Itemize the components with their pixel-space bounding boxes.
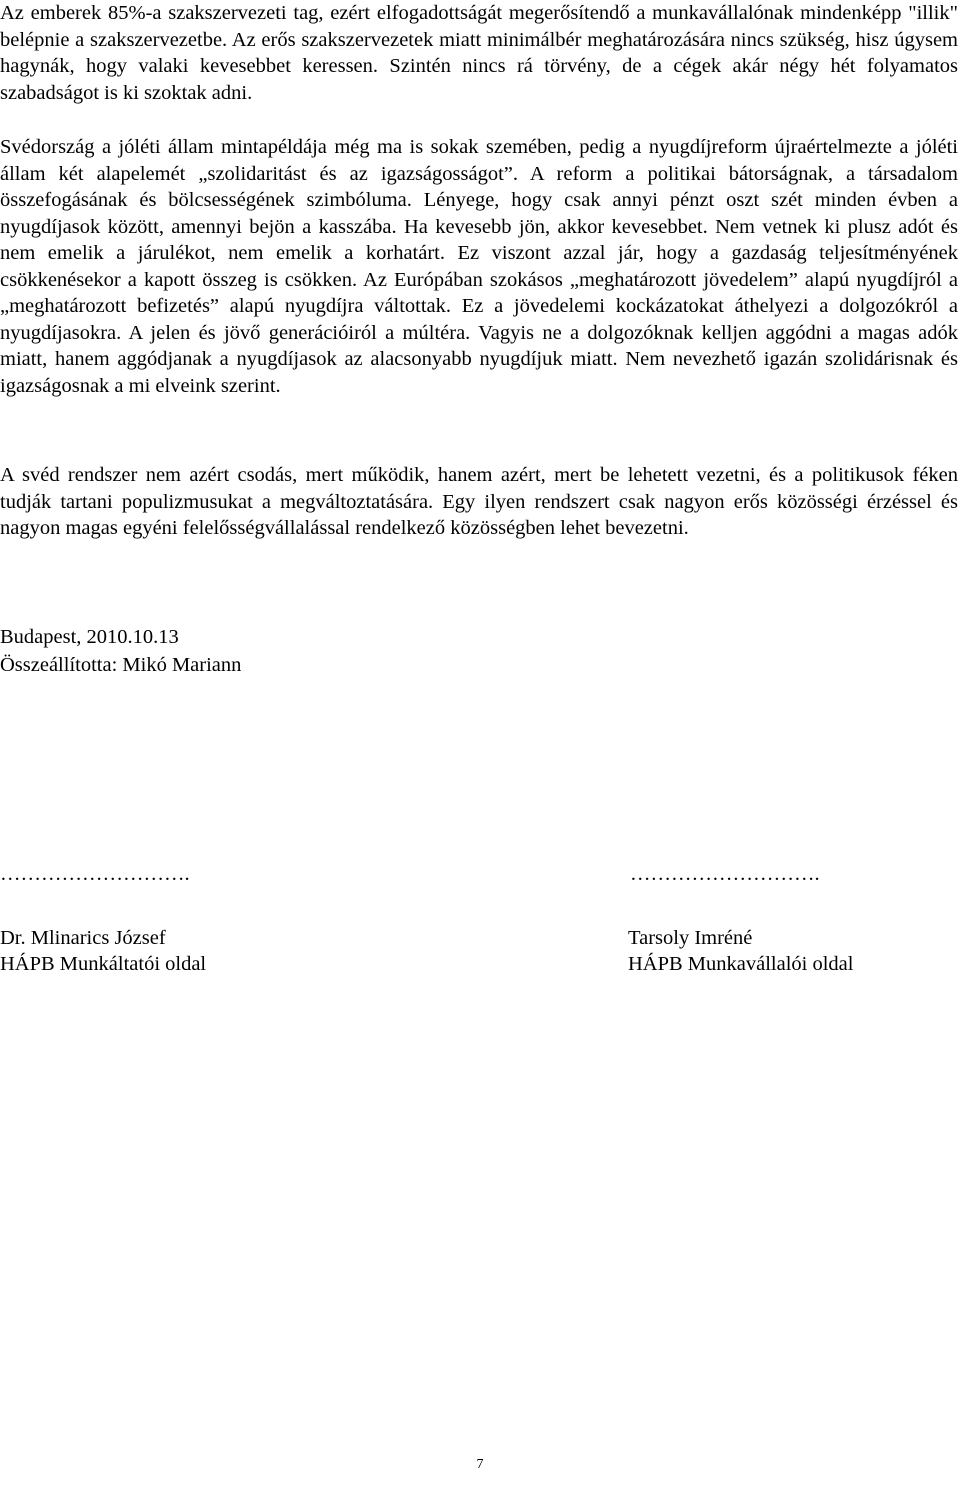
signatory-name-right: Tarsoly Imréné [628,927,753,949]
signatory-role-left: HÁPB Munkáltatói oldal [0,953,207,975]
paragraph-union-membership: Az emberek 85%-a szakszervezeti tag, ezért elfogadottságát megerősítendő a munkavállalónak mindenképp "illik" belépnie a szakszervezetbe. Az erős szakszervezetek miatt minimálbér meghatározására nincs szükség, hisz úgysem hagynák, hogy valaki kevesebbet keressen. Szintén nincs rá törvény, de a cégek akár négy hét folyamatos szabadságot is ki szoktak adni. [0,2,958,104]
paragraph-swedish-system: A svéd rendszer nem azért csodás, mert működik, hanem azért, mert be lehetett vezetni, és a politikusok féken tudják tartani populizmusukat a megváltoztatására. Egy ilyen rendszert csak nagyon erős közösségi érzéssel és nagyon magas egyéni felelősségvállalással rendelkező közösségben lehet bevezetni. [0,464,958,539]
paragraph-pension-reform: Svédország a jóléti állam mintapéldája még ma is sokak szemében, pedig a nyugdíjreform újraértelmezte a jóléti állam két alapelemét „szolidaritást és az igazságosságot”. A reform a politikai bátorságnak, a társadalom összefogásának és bölcsességének szimbóluma. Lényege, hogy csak annyi pénzt oszt szét minden évben a nyugdíjasok között, amennyi bejön a kasszába. Ha kevesebb jön, akkor kevesebbet. Nem vetnek ki plusz adót és nem emelik a járulékot, nem emelik a korhatárt. Ez viszont azzal jár, hogy a gazdaság teljesítményének csökkenésekor a kapott összeg is csökken. Az Európában szokásos „meghatározott jövedelem” alapú nyugdíjról a „meghatározott befizetés” alapú nyugdíjra váltottak. Ez a jövedelemi kockázatokat áthelyezi a dolgozókról a nyugdíjasokra. A jelen és jövő generációiról a múltéra. Vagyis ne a dolgozóknak kelljen aggódni a magas adók miatt, hanem aggódjanak a nyugdíjasok az alacsonyabb nyugdíjuk miatt. Nem nevezhető igazán szolidárisnak és igazságosnak a mi elveink szerint. [0,136,958,397]
signatory-role-right: HÁPB Munkavállalói oldal [628,953,854,975]
compiled-by: Összeállította: Mikó Mariann [0,654,242,676]
page-number: 7 [476,1457,484,1472]
signature-line-left: ………………………. [0,863,190,885]
signatory-name-left: Dr. Mlinarics József [0,927,166,949]
place-date: Budapest, 2010.10.13 [0,626,179,648]
signature-line-right: ………………………. [630,863,820,885]
